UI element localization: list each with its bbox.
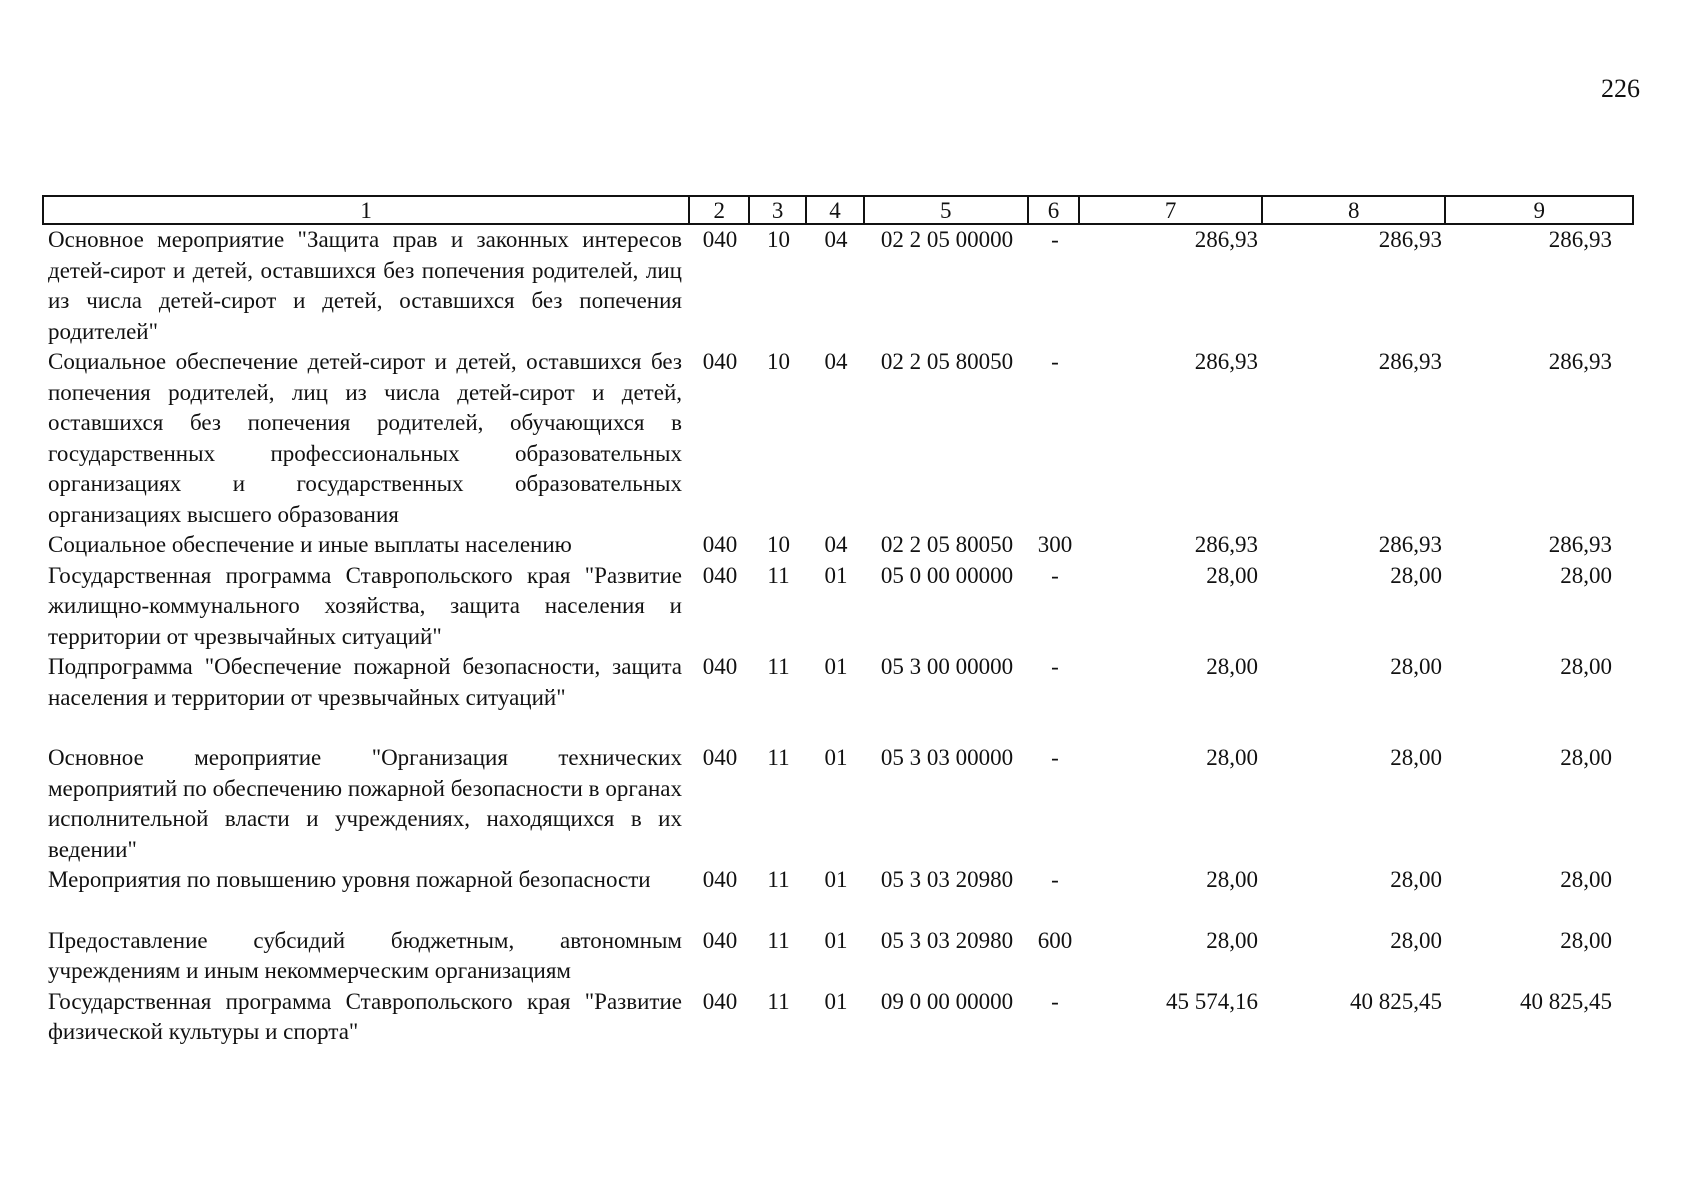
cell-amount-9: 286,93 xyxy=(1548,227,1612,252)
cell-subsection: 01 xyxy=(824,654,848,679)
cell-ministry: 040 xyxy=(702,532,738,557)
cell-section: 10 xyxy=(767,227,790,252)
table-header xyxy=(42,195,1634,225)
cell-amount-7: 28,00 xyxy=(1206,927,1258,953)
cell-amount-8: 28,00 xyxy=(1390,654,1442,679)
cell-ministry: 040 xyxy=(702,988,738,1014)
cell-target-code: 02 2 05 80050 xyxy=(880,532,1014,557)
header-cell: 9 xyxy=(1533,198,1545,223)
cell-ministry: 040 xyxy=(702,654,738,679)
cell-amount-8: 40 825,45 xyxy=(1350,988,1442,1014)
header-cell: 7 xyxy=(1080,197,1263,223)
cell-target-code: 02 2 05 80050 xyxy=(880,349,1014,374)
cell-expense-type: 600 xyxy=(1037,927,1073,953)
cell-amount-9: 28,00 xyxy=(1560,654,1612,679)
cell-ministry: 040 xyxy=(702,745,738,770)
cell-section: 11 xyxy=(767,745,790,770)
cell-amount-8: 286,93 xyxy=(1378,349,1442,374)
cell-section: 10 xyxy=(767,532,790,557)
cell-target-code: 02 2 05 00000 xyxy=(880,227,1014,252)
cell-target-code: 05 0 00 00000 xyxy=(880,562,1014,588)
cell-amount-9: 286,93 xyxy=(1548,349,1612,374)
header-cell: 1 xyxy=(44,197,690,223)
row-description: Государственная программа Ставропольского края "Развитие физической культуры и спорта" xyxy=(48,988,682,1044)
cell-expense-type: - xyxy=(1051,988,1059,1014)
cell-section: 10 xyxy=(767,349,790,374)
cell-expense-type: - xyxy=(1051,349,1059,374)
cell-section: 11 xyxy=(767,654,790,679)
cell-subsection: 01 xyxy=(824,927,848,953)
cell-ministry: 040 xyxy=(702,927,738,953)
cell-section: 11 xyxy=(767,562,790,588)
table-row xyxy=(42,652,1634,713)
cell-subsection: 01 xyxy=(824,867,848,892)
cell-target-code: 05 3 03 00000 xyxy=(880,745,1014,770)
cell-amount-9: 28,00 xyxy=(1560,745,1612,770)
cell-expense-type: - xyxy=(1051,745,1059,770)
cell-section: 11 xyxy=(767,927,790,953)
cell-subsection: 04 xyxy=(824,349,848,374)
cell-amount-8: 28,00 xyxy=(1390,867,1442,892)
row-description: Социальное обеспечение детей-сирот и детей, оставшихся без попечения родителей, лиц из числа детей-сирот и детей, оставшихся без попечения родителей, обучающихся в государственных профессиональных образовательных организациях и государственных образовательных организациях высшего образования xyxy=(48,349,682,527)
cell-subsection: 04 xyxy=(824,227,848,252)
header-cell: 5 xyxy=(865,197,1029,223)
cell-target-code: 05 3 00 00000 xyxy=(880,654,1014,679)
row-description: Подпрограмма "Обеспечение пожарной безопасности, защита населения и территории от чрезвычайных ситуаций" xyxy=(48,654,682,710)
table-row xyxy=(42,987,1634,1048)
cell-section: 11 xyxy=(767,867,790,892)
cell-amount-7: 286,93 xyxy=(1194,227,1258,252)
cell-amount-7: 45 574,16 xyxy=(1166,988,1258,1014)
cell-target-code: 09 0 00 00000 xyxy=(880,988,1014,1014)
cell-amount-9: 28,00 xyxy=(1560,562,1612,588)
cell-amount-8: 28,00 xyxy=(1390,562,1442,588)
cell-ministry: 040 xyxy=(702,227,738,252)
cell-subsection: 04 xyxy=(824,532,848,557)
cell-amount-7: 286,93 xyxy=(1194,349,1258,374)
table-row xyxy=(42,561,1634,653)
cell-amount-9: 28,00 xyxy=(1560,927,1612,953)
cell-expense-type: 300 xyxy=(1037,532,1073,557)
header-cell: 4 xyxy=(807,197,865,223)
cell-expense-type: - xyxy=(1051,867,1059,892)
row-spacer xyxy=(42,896,1634,926)
cell-expense-type: - xyxy=(1051,562,1059,588)
cell-amount-7: 28,00 xyxy=(1206,654,1258,679)
cell-expense-type: - xyxy=(1051,654,1059,679)
table-row xyxy=(42,225,1634,347)
cell-amount-9: 40 825,45 xyxy=(1520,988,1612,1014)
table-row xyxy=(42,347,1634,530)
cell-amount-7: 28,00 xyxy=(1206,745,1258,770)
cell-subsection: 01 xyxy=(824,745,848,770)
row-description: Основное мероприятие "Защита прав и законных интересов детей-сирот и детей, оставшихся без попечения родителей, лиц из числа детей-сирот и детей, оставшихся без попечения родителей" xyxy=(48,227,682,344)
table-row xyxy=(42,743,1634,865)
budget-table xyxy=(42,195,1634,1048)
row-description: Предоставление субсидий бюджетным, автономным учреждениям и иным некоммерческим организациям xyxy=(48,927,682,983)
cell-amount-7: 286,93 xyxy=(1194,532,1258,557)
cell-amount-8: 28,00 xyxy=(1390,745,1442,770)
cell-section: 11 xyxy=(767,988,790,1014)
cell-amount-7: 28,00 xyxy=(1206,562,1258,588)
header-cell: 2 xyxy=(690,197,750,223)
cell-target-code: 05 3 03 20980 xyxy=(880,867,1014,892)
cell-ministry: 040 xyxy=(702,867,738,892)
row-description: Основное мероприятие "Организация технических мероприятий по обеспечению пожарной безопасности в органах исполнительной власти и учреждениях, находящихся в их ведении" xyxy=(48,745,682,862)
header-cell: 8 xyxy=(1263,197,1447,223)
row-description: Мероприятия по повышению уровня пожарной безопасности xyxy=(48,867,651,892)
table-row xyxy=(42,530,1634,561)
page-number: 226 xyxy=(1601,74,1640,103)
cell-amount-8: 286,93 xyxy=(1378,227,1442,252)
cell-amount-7: 28,00 xyxy=(1206,867,1258,892)
cell-target-code: 05 3 03 20980 xyxy=(880,927,1014,953)
cell-ministry: 040 xyxy=(702,349,738,374)
cell-amount-9: 286,93 xyxy=(1548,532,1612,557)
cell-amount-8: 28,00 xyxy=(1390,927,1442,953)
cell-subsection: 01 xyxy=(824,562,848,588)
cell-amount-9: 28,00 xyxy=(1560,867,1612,892)
cell-amount-8: 286,93 xyxy=(1378,532,1442,557)
cell-subsection: 01 xyxy=(824,988,848,1014)
header-cell: 6 xyxy=(1029,197,1081,223)
table-row xyxy=(42,926,1634,987)
row-description: Государственная программа Ставропольского края "Развитие жилищно-коммунального хозяйства, защита населения и территории от чрезвычайных ситуаций" xyxy=(48,562,682,649)
table-row xyxy=(42,865,1634,896)
header-cell: 3 xyxy=(750,197,807,223)
row-description: Социальное обеспечение и иные выплаты населению xyxy=(48,532,572,557)
row-spacer xyxy=(42,713,1634,743)
cell-expense-type: - xyxy=(1051,227,1059,252)
cell-ministry: 040 xyxy=(702,562,738,588)
